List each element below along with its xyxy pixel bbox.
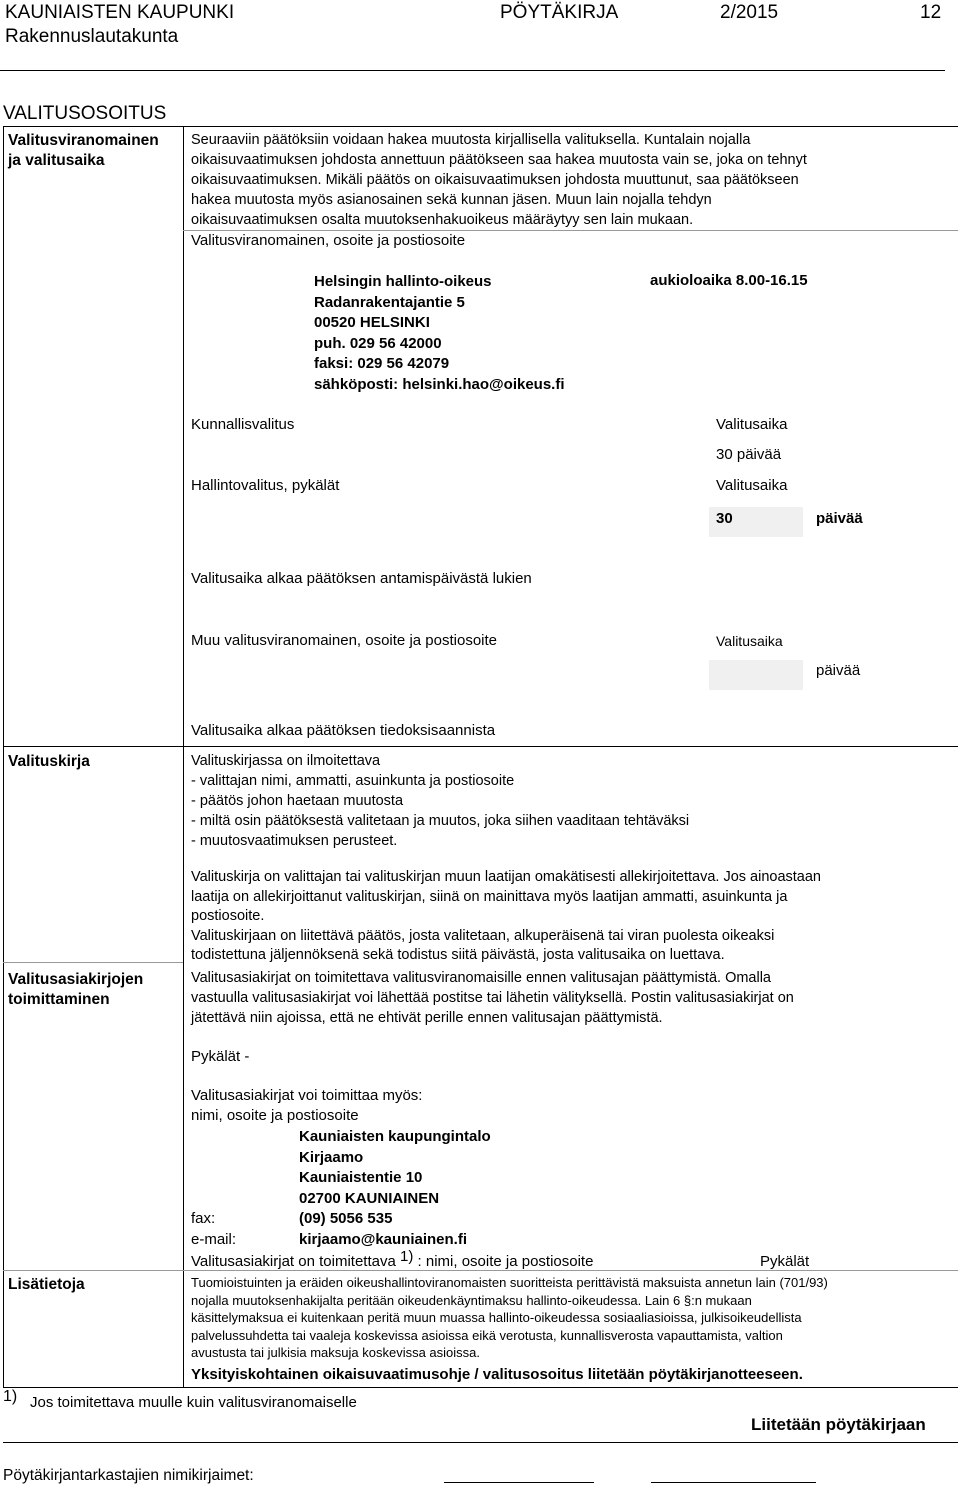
- letter-label: Valituskirja: [8, 753, 90, 770]
- extra-line: nojalla muutoksenhakijalta peritään oikeudenkäyntimaksu hallinto-oikeudessa. Lain 6 §:n mukaan: [191, 1292, 752, 1308]
- extra-paragraph: [191, 1274, 828, 1362]
- admin-appeal: Hallintovalitus, pykälät: [191, 477, 340, 494]
- city-office-postal: 02700 KAUNIAINEN: [299, 1189, 440, 1207]
- letter-signature-paragraph: [191, 868, 821, 966]
- letter-para-line: laatija on allekirjoittanut valituskirjan, siinä on mainittava myös laatijan ammatti, asuinkunta ja: [191, 888, 788, 905]
- letter-para-line: postiosoite.: [191, 908, 265, 924]
- authority-label-line1: Valitusviranomainen: [8, 132, 159, 149]
- delivery-label-line: Valitusasiakirjojen: [8, 971, 144, 988]
- city-office-address: [299, 1127, 491, 1209]
- extra-bold-note: Yksityiskohtainen oikaisuvaatimusohje / valitusosoitus liitetään pöytäkirjanotteeseen.: [191, 1366, 803, 1383]
- footnote-mark: 1): [3, 1388, 18, 1405]
- header-doc-type: PÖYTÄKIRJA: [500, 2, 619, 23]
- authority-label-line2: ja valitusaika: [8, 152, 105, 169]
- deliver-to-suffix: : nimi, osoite ja postiosoite: [417, 1253, 594, 1270]
- delivery-line: jätettävä niin ajoissa, että ne ehtivät perille ennen valitusajan päättymistä.: [191, 1010, 663, 1026]
- letter-line: - valittajan nimi, ammatti, asuinkunta ja postiosoite: [191, 773, 515, 789]
- extra-label: Lisätietoja: [8, 1276, 85, 1293]
- city-office-name: Kauniaisten kaupungintalo: [299, 1128, 491, 1145]
- extra-line: palvelussuhdetta tai vaaleja koskevissa asioissa eikä verotusta, kunnallisverosta vapauttamista, valtion: [191, 1327, 783, 1343]
- letter-line: Valituskirjassa on ilmoitettava: [191, 753, 381, 769]
- initials-line-1[interactable]: [444, 1482, 594, 1483]
- court-street: Radanrakentajantie 5: [314, 293, 465, 311]
- extra-line: avustusta tai julkisia maksuja koskevissa asioissa.: [191, 1345, 481, 1360]
- fax-number: (09) 5056 535: [299, 1210, 393, 1227]
- other-authority: Muu valitusviranomainen, osoite ja postiosoite: [191, 632, 497, 649]
- email-address: kirjaamo@kauniainen.fi: [299, 1231, 468, 1248]
- appeal-time-label-2: Valitusaika: [716, 477, 788, 494]
- city-office-street: Kauniaistentie 10: [299, 1169, 423, 1186]
- intro-paragraph: [191, 130, 807, 230]
- starts-from-notice: Valitusaika alkaa päätöksen tiedoksisaannista: [191, 722, 496, 739]
- appeal-days-value-2: 30: [716, 510, 733, 527]
- appeal-days-unit-3: päivää: [816, 662, 861, 679]
- frame-top: [3, 126, 958, 127]
- deliver-to-line: [191, 1248, 594, 1270]
- appeal-time-label-3: Valitusaika: [716, 633, 783, 649]
- delivery-label: [8, 970, 143, 1010]
- court-address: [314, 272, 565, 395]
- footer-rule: [3, 1442, 958, 1443]
- letter-line: - muutosvaatimuksen perusteet.: [191, 833, 398, 849]
- header-page: 12: [920, 2, 942, 23]
- also-deliver: Valitusasiakirjat voi toimittaa myös:: [191, 1087, 423, 1104]
- page-title: VALITUSOSOITUS: [3, 103, 167, 124]
- rule-authority: [183, 230, 958, 231]
- header-rule: [0, 70, 945, 71]
- frame-bottom: [3, 1387, 958, 1388]
- header-city: KAUNIAISTEN KAUPUNKI: [5, 2, 235, 23]
- letter-line: - miltä osin päätöksestä valitetaan ja muutos, joka siihen vaaditaan tehtäväksi: [191, 813, 690, 829]
- intro-line: oikaisuvaatimuksen. Mikäli päätös on oikaisuvaatimuksen johdosta muuttunut, saa päätökseen: [191, 172, 799, 188]
- fax-label: fax:: [191, 1210, 216, 1227]
- court-name: Helsingin hallinto-oikeus: [314, 273, 492, 290]
- authority-address-label: Valitusviranomainen, osoite ja postiosoite: [191, 232, 466, 249]
- delivery-line: Valitusasiakirjat on toimitettava valitusviranomaisille ennen valitusajan päättymistä. Omalla: [191, 970, 771, 986]
- letter-requirements: [191, 751, 689, 851]
- starts-from-decision: Valitusaika alkaa päätöksen antamispäivästä lukien: [191, 570, 532, 587]
- frame-divider: [183, 126, 184, 1388]
- email-label: e-mail:: [191, 1231, 237, 1248]
- court-fax: faksi: 029 56 42079: [314, 355, 450, 372]
- intro-line: oikaisuvaatimuksen osalta muutoksenhakuoikeus määräytyy sen lain mukaan.: [191, 212, 694, 228]
- court-phone: puh. 029 56 42000: [314, 334, 442, 352]
- letter-para-line: Valituskirjaan on liitettävä päätös, josta valitetaan, alkuperäisenä tai viran puolesta oikeaksi: [191, 927, 775, 944]
- rule-letter: [3, 746, 958, 747]
- letter-line: - päätös johon haetaan muutosta: [191, 793, 404, 809]
- header-issue: 2/2015: [720, 2, 779, 23]
- attached-note: Liitetään pöytäkirjaan: [751, 1415, 926, 1434]
- court-postal: 00520 HELSINKI: [314, 314, 430, 331]
- initials-line-2[interactable]: [651, 1482, 816, 1483]
- name-address-label: nimi, osoite ja postiosoite: [191, 1107, 359, 1124]
- delivery-line: vastuulla valitusasiakirjat voi lähettää postitse tai lähetin välityksellä. Postin valitusasiakirjat on: [191, 990, 794, 1006]
- appeal-days-box-3: [709, 660, 803, 690]
- court-email: sähköposti: helsinki.hao@oikeus.fi: [314, 375, 565, 393]
- rule-extra: [3, 1270, 958, 1271]
- intro-line: Seuraaviin päätöksiin voidaan hakea muutosta kirjallisella valituksella. Kuntalain nojalla: [191, 132, 751, 148]
- footnote-ref: 1): [400, 1248, 414, 1265]
- municipal-appeal: Kunnallisvalitus: [191, 416, 295, 433]
- appeal-days-1: 30 päivää: [716, 446, 782, 463]
- extra-line: Tuomioistuinten ja eräiden oikeushallintoviranomaisten suoritteista perittävistä maksuista annetun lain (701/93): [191, 1275, 828, 1290]
- rule-delivery: [3, 962, 183, 963]
- letter-para-line: Valituskirja on valittajan tai valituskirjan muun laatijan omakätisesti allekirjoitettava. Jos ainoastaan: [191, 869, 821, 885]
- footnote-text: Jos toimitettava muulle kuin valitusviranomaiselle: [30, 1394, 357, 1411]
- appeal-time-label-1: Valitusaika: [716, 416, 788, 433]
- sections-dash: Pykälät -: [191, 1048, 250, 1065]
- appeal-days-unit-2: päivää: [816, 510, 863, 527]
- header-board: Rakennuslautakunta: [5, 26, 179, 47]
- sections-word: Pykälät: [760, 1253, 810, 1270]
- delivery-paragraph: [191, 968, 794, 1028]
- intro-line: oikaisuvaatimuksen johdosta annettuun päätökseen saa hakea muutosta vain se, joka on tehnyt: [191, 152, 807, 168]
- letter-para-line: todistettuna jäljennöksenä sekä todistus siitä päivästä, josta valitusaika on luettava.: [191, 947, 725, 963]
- deliver-to-prefix: Valitusasiakirjat on toimitettava: [191, 1253, 396, 1270]
- court-hours: aukioloaika 8.00-16.15: [650, 272, 808, 289]
- city-office-dept: Kirjaamo: [299, 1148, 364, 1166]
- extra-line: käsittelymaksua ei kuitenkaan peritä muun muassa hallinto-oikeudessa sosiaaliasioissa, julkisoikeudellista: [191, 1310, 802, 1325]
- checkers-label: Pöytäkirjantarkastajien nimikirjaimet:: [3, 1467, 254, 1484]
- intro-line: hakea muutosta myös asianosainen sekä kunnan jäsen. Muun lain nojalla tehdyn: [191, 192, 712, 208]
- frame-left: [3, 126, 4, 1388]
- delivery-label-line: toimittaminen: [8, 991, 110, 1008]
